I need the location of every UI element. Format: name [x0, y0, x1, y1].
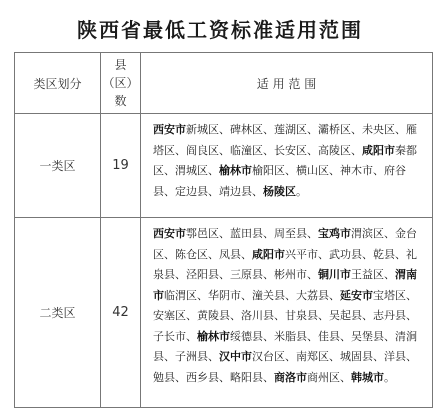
table-header-row: [15, 53, 433, 114]
district-list: 绥德县、米脂县、佳县、吴堡县、清涧县、子洲县、: [153, 329, 417, 363]
header-county-count: [101, 53, 141, 114]
wage-scope-table: [14, 52, 433, 408]
district-list: 渭滨区、金台区、陈仓区、凤县、: [153, 227, 417, 261]
district-list: 商州区、: [307, 370, 351, 384]
district-list: 临渭区、华阴市、潼关县、大荔县、: [164, 288, 340, 302]
row-count: 19: [101, 114, 141, 218]
district-list: 。: [296, 184, 307, 198]
row-category: 二类区: [15, 218, 101, 408]
district-list: 。: [384, 370, 395, 384]
district-list: 秦都区、渭城区、: [153, 143, 417, 177]
document-title: 陕西省最低工资标准适用范围: [77, 18, 363, 42]
city-name: 榆林市: [219, 164, 252, 177]
district-list: 汉台区、南郑区、城固县、洋县、勉县、西乡县、略阳县、: [153, 350, 417, 384]
district-list: 宝塔区、安塞区、黄陵县、洛川县、甘泉县、吴起县、志丹县、子长市、: [153, 288, 417, 343]
city-name: 西安市: [153, 123, 186, 136]
header-count-line: （区）: [102, 76, 139, 90]
header-count-line: 县: [114, 58, 127, 72]
city-name: 渭南市: [153, 268, 417, 302]
city-name: 商洛市: [274, 370, 307, 384]
city-name: 榆林市: [197, 329, 230, 343]
district-list: 新城区、碑林区、莲湖区、灞桥区、未央区、雁塔区、阎良区、临潼区、长安区、高陵区、: [153, 123, 417, 157]
table-row: [15, 218, 433, 408]
row-scope: [141, 218, 433, 408]
header-scope: 适 用 范 围: [141, 53, 433, 114]
district-list: 鄠邑区、蓝田县、周至县、: [186, 227, 318, 240]
city-name: 铜川市: [318, 268, 351, 281]
city-name: 杨陵区: [263, 184, 296, 198]
city-name: 汉中市: [219, 350, 252, 363]
city-name: 宝鸡市: [318, 227, 351, 240]
row-category: 一类区: [15, 114, 101, 218]
city-name: 延安市: [340, 288, 373, 302]
city-name: 西安市: [153, 227, 186, 240]
header-count-line: 数: [114, 94, 127, 108]
city-name: 咸阳市: [252, 247, 285, 261]
city-name: 咸阳市: [362, 143, 395, 157]
header-category: 类区划分: [15, 53, 101, 114]
city-name: 韩城市: [351, 370, 384, 384]
table-row: [15, 114, 433, 218]
district-list: 兴平市、武功县、乾县、礼泉县、泾阳县、三原县、彬州市、: [153, 247, 417, 281]
district-list: 王益区、: [351, 268, 395, 281]
row-count: 42: [101, 218, 141, 408]
district-list: 榆阳区、横山区、神木市、府谷县、定边县、靖边县、: [153, 164, 406, 198]
row-scope: [141, 114, 433, 218]
